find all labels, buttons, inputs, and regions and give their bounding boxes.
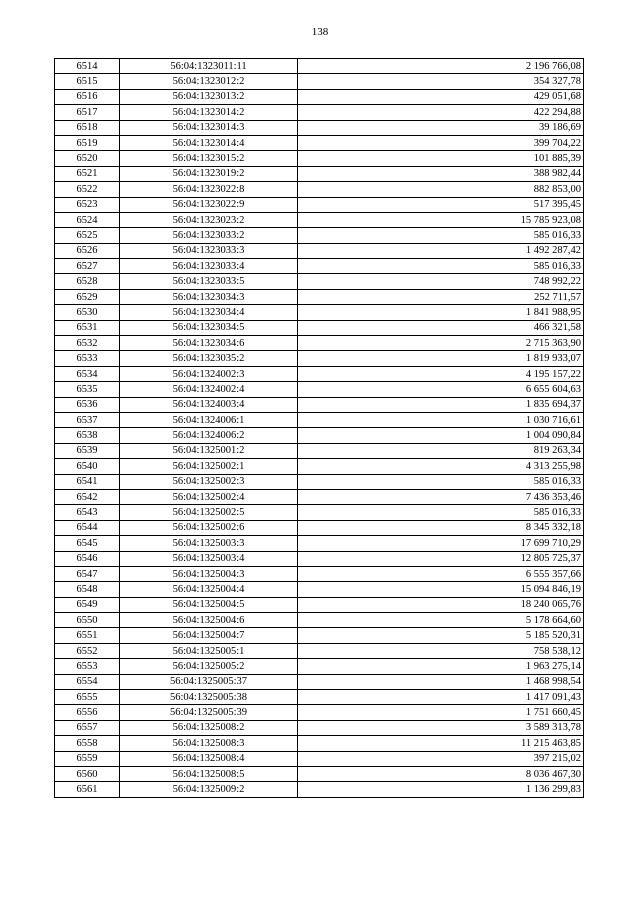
value-cell: 1 417 091,43: [298, 690, 584, 705]
table-row: [55, 505, 584, 520]
table-row: [55, 166, 584, 181]
cadastral-number-cell: 56:04:1324002:3: [120, 366, 298, 381]
table-row: [55, 566, 584, 581]
row-number-cell: 6515: [55, 74, 120, 89]
table-row: [55, 597, 584, 612]
cadastral-number-cell: 56:04:1323034:5: [120, 320, 298, 335]
cadastral-number-cell: 56:04:1324006:1: [120, 412, 298, 427]
value-cell: 585 016,33: [298, 474, 584, 489]
table-row: [55, 212, 584, 227]
value-cell: 17 699 710,29: [298, 536, 584, 551]
value-cell: 18 240 065,76: [298, 597, 584, 612]
value-cell: 1 751 660,45: [298, 705, 584, 720]
value-cell: 1 963 275,14: [298, 659, 584, 674]
value-cell: 1 492 287,42: [298, 243, 584, 258]
table-row: [55, 628, 584, 643]
table-row: [55, 520, 584, 535]
table-row: [55, 289, 584, 304]
value-cell: 882 853,00: [298, 182, 584, 197]
value-cell: 39 186,69: [298, 120, 584, 135]
row-number-cell: 6531: [55, 320, 120, 335]
cadastral-number-cell: 56:04:1323012:2: [120, 74, 298, 89]
cadastral-number-cell: 56:04:1325004:7: [120, 628, 298, 643]
row-number-cell: 6561: [55, 782, 120, 797]
table-row: [55, 197, 584, 212]
table-row: [55, 782, 584, 797]
table-row: [55, 720, 584, 735]
cadastral-number-cell: 56:04:1324002:4: [120, 382, 298, 397]
table-row: [55, 613, 584, 628]
table-row: [55, 259, 584, 274]
row-number-cell: 6522: [55, 182, 120, 197]
cadastral-number-cell: 56:04:1325005:37: [120, 674, 298, 689]
row-number-cell: 6553: [55, 659, 120, 674]
row-number-cell: 6518: [55, 120, 120, 135]
row-number-cell: 6524: [55, 212, 120, 227]
row-number-cell: 6534: [55, 366, 120, 381]
row-number-cell: 6549: [55, 597, 120, 612]
cadastral-number-cell: 56:04:1325004:5: [120, 597, 298, 612]
row-number-cell: 6517: [55, 105, 120, 120]
cadastral-number-cell: 56:04:1323022:8: [120, 182, 298, 197]
table-row: [55, 582, 584, 597]
value-cell: 3 589 313,78: [298, 720, 584, 735]
table-row: [55, 674, 584, 689]
value-cell: 4 313 255,98: [298, 459, 584, 474]
cadastral-number-cell: 56:04:1325002:3: [120, 474, 298, 489]
table-row: [55, 182, 584, 197]
cadastral-number-cell: 56:04:1323013:2: [120, 89, 298, 104]
cadastral-number-cell: 56:04:1325008:4: [120, 751, 298, 766]
value-cell: 819 263,34: [298, 443, 584, 458]
table-row: [55, 120, 584, 135]
row-number-cell: 6526: [55, 243, 120, 258]
cadastral-number-cell: 56:04:1323034:4: [120, 305, 298, 320]
cadastral-number-cell: 56:04:1325008:5: [120, 766, 298, 781]
cadastral-number-cell: 56:04:1325005:39: [120, 705, 298, 720]
cadastral-number-cell: 56:04:1323015:2: [120, 151, 298, 166]
row-number-cell: 6529: [55, 289, 120, 304]
row-number-cell: 6537: [55, 412, 120, 427]
row-number-cell: 6552: [55, 643, 120, 658]
table-row: [55, 151, 584, 166]
row-number-cell: 6558: [55, 736, 120, 751]
table-row: [55, 536, 584, 551]
value-cell: 1 468 998,54: [298, 674, 584, 689]
row-number-cell: 6514: [55, 59, 120, 74]
value-cell: 5 185 520,31: [298, 628, 584, 643]
cadastral-value-table: [54, 58, 584, 798]
table-row: [55, 412, 584, 427]
table-row: [55, 135, 584, 150]
value-cell: 7 436 353,46: [298, 489, 584, 504]
table-row: [55, 366, 584, 381]
value-cell: 1 819 933,07: [298, 351, 584, 366]
cadastral-number-cell: 56:04:1323033:4: [120, 259, 298, 274]
cadastral-number-cell: 56:04:1323033:3: [120, 243, 298, 258]
cadastral-number-cell: 56:04:1325001:2: [120, 443, 298, 458]
row-number-cell: 6556: [55, 705, 120, 720]
value-cell: 2 715 363,90: [298, 336, 584, 351]
cadastral-number-cell: 56:04:1323014:3: [120, 120, 298, 135]
row-number-cell: 6523: [55, 197, 120, 212]
table-row: [55, 105, 584, 120]
value-cell: 354 327,78: [298, 74, 584, 89]
value-cell: 397 215,02: [298, 751, 584, 766]
value-cell: 517 395,45: [298, 197, 584, 212]
cadastral-number-cell: 56:04:1325003:4: [120, 551, 298, 566]
row-number-cell: 6542: [55, 489, 120, 504]
cadastral-number-cell: 56:04:1323019:2: [120, 166, 298, 181]
table-row: [55, 443, 584, 458]
row-number-cell: 6519: [55, 135, 120, 150]
row-number-cell: 6546: [55, 551, 120, 566]
table-row: [55, 351, 584, 366]
value-cell: 1 835 694,37: [298, 397, 584, 412]
table-row: [55, 336, 584, 351]
table-row: [55, 228, 584, 243]
value-cell: 422 294,88: [298, 105, 584, 120]
value-cell: 8 345 332,18: [298, 520, 584, 535]
table-row: [55, 643, 584, 658]
row-number-cell: 6543: [55, 505, 120, 520]
table-row: [55, 243, 584, 258]
row-number-cell: 6551: [55, 628, 120, 643]
cadastral-number-cell: 56:04:1323014:4: [120, 135, 298, 150]
row-number-cell: 6540: [55, 459, 120, 474]
value-cell: 388 982,44: [298, 166, 584, 181]
row-number-cell: 6544: [55, 520, 120, 535]
row-number-cell: 6555: [55, 690, 120, 705]
value-cell: 8 036 467,30: [298, 766, 584, 781]
table-row: [55, 690, 584, 705]
cadastral-number-cell: 56:04:1325005:38: [120, 690, 298, 705]
value-cell: 15 785 923,08: [298, 212, 584, 227]
table-row: [55, 459, 584, 474]
page-number: 138: [311, 26, 329, 38]
cadastral-number-cell: 56:04:1323022:9: [120, 197, 298, 212]
value-cell: 2 196 766,08: [298, 59, 584, 74]
cadastral-number-cell: 56:04:1325004:6: [120, 613, 298, 628]
table-row: [55, 751, 584, 766]
row-number-cell: 6535: [55, 382, 120, 397]
row-number-cell: 6548: [55, 582, 120, 597]
table-row: [55, 705, 584, 720]
cadastral-number-cell: 56:04:1325002:4: [120, 489, 298, 504]
cadastral-number-cell: 56:04:1323014:2: [120, 105, 298, 120]
row-number-cell: 6533: [55, 351, 120, 366]
value-cell: 758 538,12: [298, 643, 584, 658]
row-number-cell: 6530: [55, 305, 120, 320]
value-cell: 585 016,33: [298, 505, 584, 520]
cadastral-number-cell: 56:04:1324003:4: [120, 397, 298, 412]
value-cell: 1 841 988,95: [298, 305, 584, 320]
table-row: [55, 428, 584, 443]
table-row: [55, 305, 584, 320]
table-row: [55, 59, 584, 74]
cadastral-number-cell: 56:04:1323033:2: [120, 228, 298, 243]
row-number-cell: 6528: [55, 274, 120, 289]
row-number-cell: 6554: [55, 674, 120, 689]
value-cell: 1 136 299,83: [298, 782, 584, 797]
value-cell: 4 195 157,22: [298, 366, 584, 381]
row-number-cell: 6525: [55, 228, 120, 243]
row-number-cell: 6560: [55, 766, 120, 781]
table-row: [55, 274, 584, 289]
document-table-container: [54, 58, 583, 798]
cadastral-number-cell: 56:04:1325003:3: [120, 536, 298, 551]
row-number-cell: 6550: [55, 613, 120, 628]
cadastral-number-cell: 56:04:1323035:2: [120, 351, 298, 366]
cadastral-number-cell: 56:04:1325004:4: [120, 582, 298, 597]
value-cell: 15 094 846,19: [298, 582, 584, 597]
value-cell: 399 704,22: [298, 135, 584, 150]
cadastral-number-cell: 56:04:1323011:11: [120, 59, 298, 74]
value-cell: 6 655 604,63: [298, 382, 584, 397]
cadastral-number-cell: 56:04:1325008:3: [120, 736, 298, 751]
value-cell: 11 215 463,85: [298, 736, 584, 751]
row-number-cell: 6538: [55, 428, 120, 443]
value-cell: 466 321,58: [298, 320, 584, 335]
cadastral-number-cell: 56:04:1325008:2: [120, 720, 298, 735]
table-row: [55, 74, 584, 89]
table-row: [55, 382, 584, 397]
cadastral-number-cell: 56:04:1323023:2: [120, 212, 298, 227]
value-cell: 252 711,57: [298, 289, 584, 304]
row-number-cell: 6557: [55, 720, 120, 735]
table-row: [55, 766, 584, 781]
cadastral-number-cell: 56:04:1325005:1: [120, 643, 298, 658]
cadastral-number-cell: 56:04:1325002:1: [120, 459, 298, 474]
cadastral-number-cell: 56:04:1323034:6: [120, 336, 298, 351]
table-row: [55, 320, 584, 335]
table-row: [55, 489, 584, 504]
row-number-cell: 6527: [55, 259, 120, 274]
cadastral-number-cell: 56:04:1324006:2: [120, 428, 298, 443]
value-cell: 429 051,68: [298, 89, 584, 104]
cadastral-number-cell: 56:04:1323033:5: [120, 274, 298, 289]
cadastral-number-cell: 56:04:1325002:5: [120, 505, 298, 520]
cadastral-number-cell: 56:04:1325004:3: [120, 566, 298, 581]
cadastral-number-cell: 56:04:1323034:3: [120, 289, 298, 304]
value-cell: 101 885,39: [298, 151, 584, 166]
table-row: [55, 89, 584, 104]
value-cell: 585 016,33: [298, 259, 584, 274]
row-number-cell: 6536: [55, 397, 120, 412]
row-number-cell: 6545: [55, 536, 120, 551]
row-number-cell: 6521: [55, 166, 120, 181]
value-cell: 6 555 357,66: [298, 566, 584, 581]
cadastral-number-cell: 56:04:1325009:2: [120, 782, 298, 797]
table-row: [55, 397, 584, 412]
table-row: [55, 474, 584, 489]
row-number-cell: 6547: [55, 566, 120, 581]
table-row: [55, 659, 584, 674]
row-number-cell: 6559: [55, 751, 120, 766]
row-number-cell: 6520: [55, 151, 120, 166]
value-cell: 748 992,22: [298, 274, 584, 289]
row-number-cell: 6532: [55, 336, 120, 351]
value-cell: 5 178 664,60: [298, 613, 584, 628]
table-body: [55, 59, 584, 798]
cadastral-number-cell: 56:04:1325005:2: [120, 659, 298, 674]
value-cell: 1 030 716,61: [298, 412, 584, 427]
value-cell: 585 016,33: [298, 228, 584, 243]
cadastral-number-cell: 56:04:1325002:6: [120, 520, 298, 535]
row-number-cell: 6516: [55, 89, 120, 104]
table-row: [55, 551, 584, 566]
row-number-cell: 6539: [55, 443, 120, 458]
table-row: [55, 736, 584, 751]
value-cell: 12 805 725,37: [298, 551, 584, 566]
row-number-cell: 6541: [55, 474, 120, 489]
value-cell: 1 004 090,84: [298, 428, 584, 443]
